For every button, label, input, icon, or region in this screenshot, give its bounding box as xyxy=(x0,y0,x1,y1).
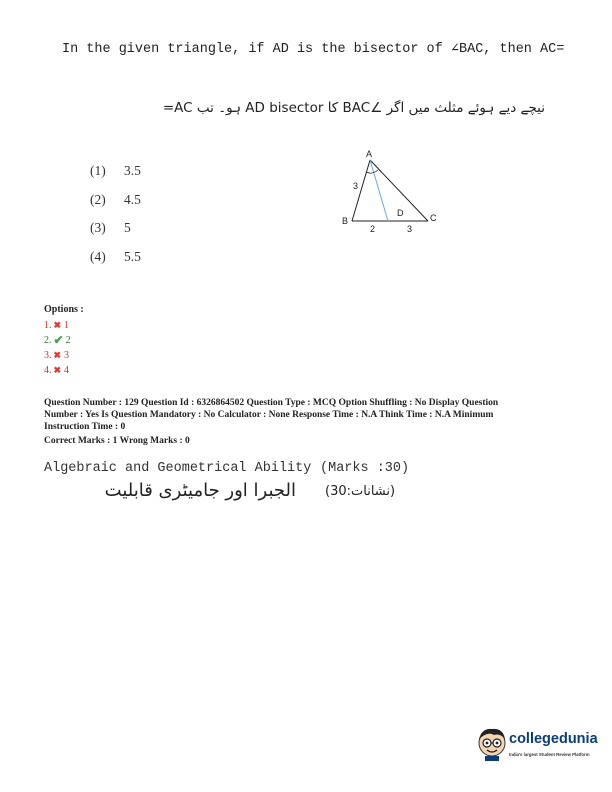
mascot-icon xyxy=(476,727,508,761)
answer-index: 1. xyxy=(44,320,52,331)
marks-info: Correct Marks : 1 Wrong Marks : 0 xyxy=(44,436,190,446)
section-marks-english: (Marks :30) xyxy=(320,461,410,476)
question-metadata xyxy=(44,397,564,433)
option-value: 5.5 xyxy=(124,248,141,264)
side-dc-label: 3 xyxy=(407,224,413,234)
options-heading: Options : xyxy=(44,304,84,315)
brand-tagline: India's largest Student Review Platform xyxy=(509,752,590,757)
answer-index: 3. xyxy=(44,350,52,361)
option-2 xyxy=(90,192,141,221)
vertex-c-label: C xyxy=(430,213,437,223)
option-value: 5 xyxy=(124,220,131,235)
option-number: (1) xyxy=(90,163,106,178)
option-3 xyxy=(90,220,141,249)
option-list xyxy=(90,163,141,277)
vertex-b-label: B xyxy=(342,216,349,226)
answer-row-2 xyxy=(44,333,71,348)
answer-value: 4 xyxy=(64,365,70,376)
metadata-line-3: Instruction Time : 0 xyxy=(44,422,126,432)
section-title-urdu: الجبرا اور جامیٹری قابلیت xyxy=(104,480,296,501)
answer-row-1 xyxy=(44,318,71,333)
answer-row-4 xyxy=(44,363,71,378)
brand-name: collegedunia xyxy=(509,731,598,747)
option-1 xyxy=(90,163,141,192)
cross-icon: ✖ xyxy=(53,320,62,330)
section-marks-urdu: (نشانات:30) xyxy=(325,484,396,499)
answer-list xyxy=(44,318,71,378)
option-number: (2) xyxy=(90,191,106,207)
collegedunia-logo xyxy=(476,727,598,766)
side-ab-label: 3 xyxy=(353,181,359,191)
triangle-figure xyxy=(328,146,448,236)
triangle-shape xyxy=(352,160,428,221)
option-value: 3.5 xyxy=(124,163,141,178)
option-4 xyxy=(90,249,141,278)
metadata-line-2: Number : Yes Is Question Mandatory : No Calculator : None Response Time : N.A Think Time : N.A Minimum xyxy=(44,410,494,420)
option-value: 4.5 xyxy=(124,191,141,207)
answer-value: 3 xyxy=(64,350,70,361)
cross-icon: ✖ xyxy=(53,350,62,360)
answer-index: 4. xyxy=(44,365,52,376)
cross-icon: ✖ xyxy=(53,365,62,375)
metadata-line-1: Question Number : 129 Question Id : 6326864502 Question Type : MCQ Option Shuffling : No Display Question xyxy=(44,398,499,408)
check-icon: ✔ xyxy=(53,333,64,347)
question-text-urdu: نیچے دیے ہوئے مثلث میں اگر ∠BAC کا AD bisector ہو۔ تب AC= xyxy=(162,100,545,116)
answer-value: 1 xyxy=(64,320,70,331)
answer-index: 2. xyxy=(44,335,52,346)
option-number: (4) xyxy=(90,248,106,264)
answer-row-3 xyxy=(44,348,71,363)
section-title-english: Algebraic and Geometrical Ability xyxy=(44,461,312,476)
angle-arc xyxy=(366,170,378,173)
option-number: (3) xyxy=(90,220,106,235)
vertex-d-label: D xyxy=(397,208,404,218)
answer-value: 2 xyxy=(65,335,71,346)
question-text-english: In the given triangle, if AD is the bisector of ∠BAC, then AC= xyxy=(62,42,565,57)
side-bd-label: 2 xyxy=(370,224,376,234)
vertex-a-label: A xyxy=(366,149,373,159)
